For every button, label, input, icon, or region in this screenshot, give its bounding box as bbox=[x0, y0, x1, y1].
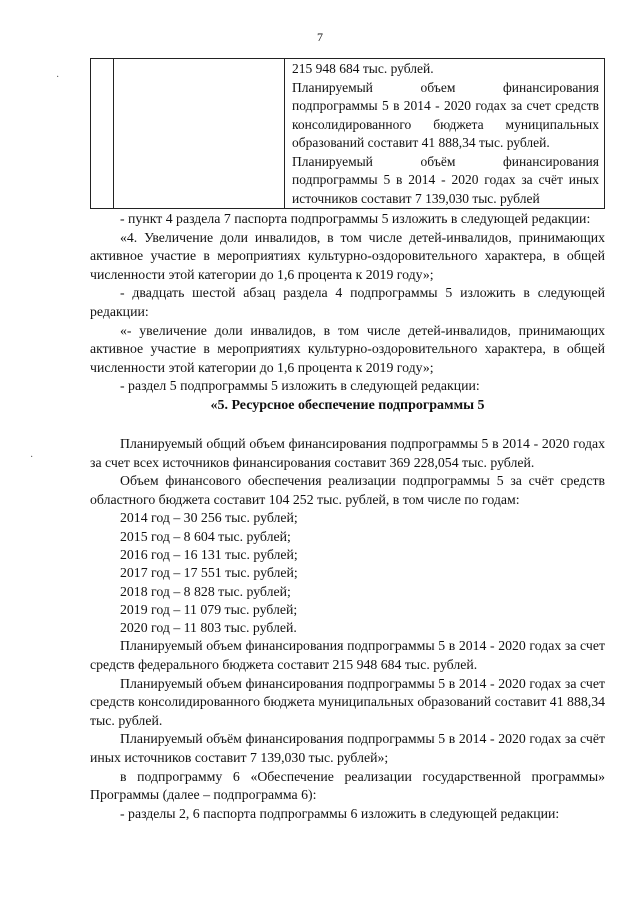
document-body bbox=[90, 210, 605, 823]
year-line: 2020 год – 11 803 тыс. рублей. bbox=[120, 620, 297, 636]
paragraph: - двадцать шестой абзац раздела 4 подпрограммы 5 изложить в следующей редакции: bbox=[90, 285, 605, 319]
table-cell-funding bbox=[285, 59, 605, 209]
paragraph: в подпрограмму 6 «Обеспечение реализации государственной программы» Программы (далее – подпрограмма 6): bbox=[90, 768, 605, 803]
table-cell-empty bbox=[114, 59, 285, 209]
paragraph: - раздел 5 подпрограммы 5 изложить в следующей редакции: bbox=[120, 378, 480, 394]
paragraph: - разделы 2, 6 паспорта подпрограммы 6 изложить в следующей редакции: bbox=[120, 805, 560, 821]
paragraph: Планируемый объем финансирования подпрограммы 5 в 2014 - 2020 годах за счет средств федерального бюджета составит 215 948 684 тыс. рублей. bbox=[90, 638, 605, 672]
year-line: 2017 год – 17 551 тыс. рублей; bbox=[120, 565, 298, 581]
paragraph: Планируемый объем финансирования подпрограммы 5 в 2014 - 2020 годах за счет средств консолидированного бюджета муниципальных образований составит 41 888,34 тыс. рублей. bbox=[90, 675, 605, 728]
page-number: 7 bbox=[317, 30, 323, 44]
table-cell-empty bbox=[91, 59, 114, 209]
year-line: 2014 год – 30 256 тыс. рублей; bbox=[120, 510, 298, 526]
paragraph: Планируемый объём финансирования подпрограммы 5 в 2014 - 2020 годах за счёт иных источников составит 7 139,030 тыс. рублей»; bbox=[90, 731, 605, 765]
scan-mark: · bbox=[56, 72, 60, 83]
section-heading: «5. Ресурсное обеспечение подпрограммы 5 bbox=[210, 397, 485, 413]
table-text: Планируемый объём финансирования подпрограммы 5 в 2014 - 2020 годах за счёт иных источников составит 7 139,030 тыс. рублей bbox=[292, 153, 599, 206]
table-text: 215 948 684 тыс. рублей. bbox=[292, 61, 434, 76]
year-line: 2019 год – 11 079 тыс. рублей; bbox=[120, 601, 298, 617]
paragraph: Объем финансового обеспечения реализации подпрограммы 5 за счёт средств областного бюджета составит 104 252 тыс. рублей, в том числе по годам: bbox=[90, 473, 605, 507]
passport-table-fragment bbox=[90, 58, 605, 209]
paragraph: - пункт 4 раздела 7 паспорта подпрограммы 5 изложить в следующей редакции: bbox=[120, 211, 591, 226]
year-line: 2015 год – 8 604 тыс. рублей; bbox=[120, 528, 291, 544]
table-text: Планируемый объем финансирования подпрограммы 5 в 2014 - 2020 годах за счет средств консолидированного бюджета муниципальных образований составит 41 888,34 тыс. рублей. bbox=[292, 79, 599, 150]
year-line: 2018 год – 8 828 тыс. рублей; bbox=[120, 583, 291, 599]
scan-mark: · bbox=[30, 452, 34, 463]
paragraph: «- увеличение доли инвалидов, в том числе детей-инвалидов, принимающих активное участие в мероприятиях культурно-оздоровительного характера, в общей численности этой категории до 1,6 процента к 2019 году»; bbox=[90, 322, 605, 375]
paragraph: «4. Увеличение доли инвалидов, в том числе детей-инвалидов, принимающих активное участие в мероприятиях культурно-оздоровительного характера, в общей численности этой категории до 1,6 процента к 2019 году»; bbox=[90, 229, 605, 282]
year-line: 2016 год – 16 131 тыс. рублей; bbox=[120, 546, 298, 562]
paragraph: Планируемый общий объем финансирования подпрограммы 5 в 2014 - 2020 годах за счет всех источников финансирования составит 369 228,054 тыс. рублей. bbox=[90, 435, 605, 470]
